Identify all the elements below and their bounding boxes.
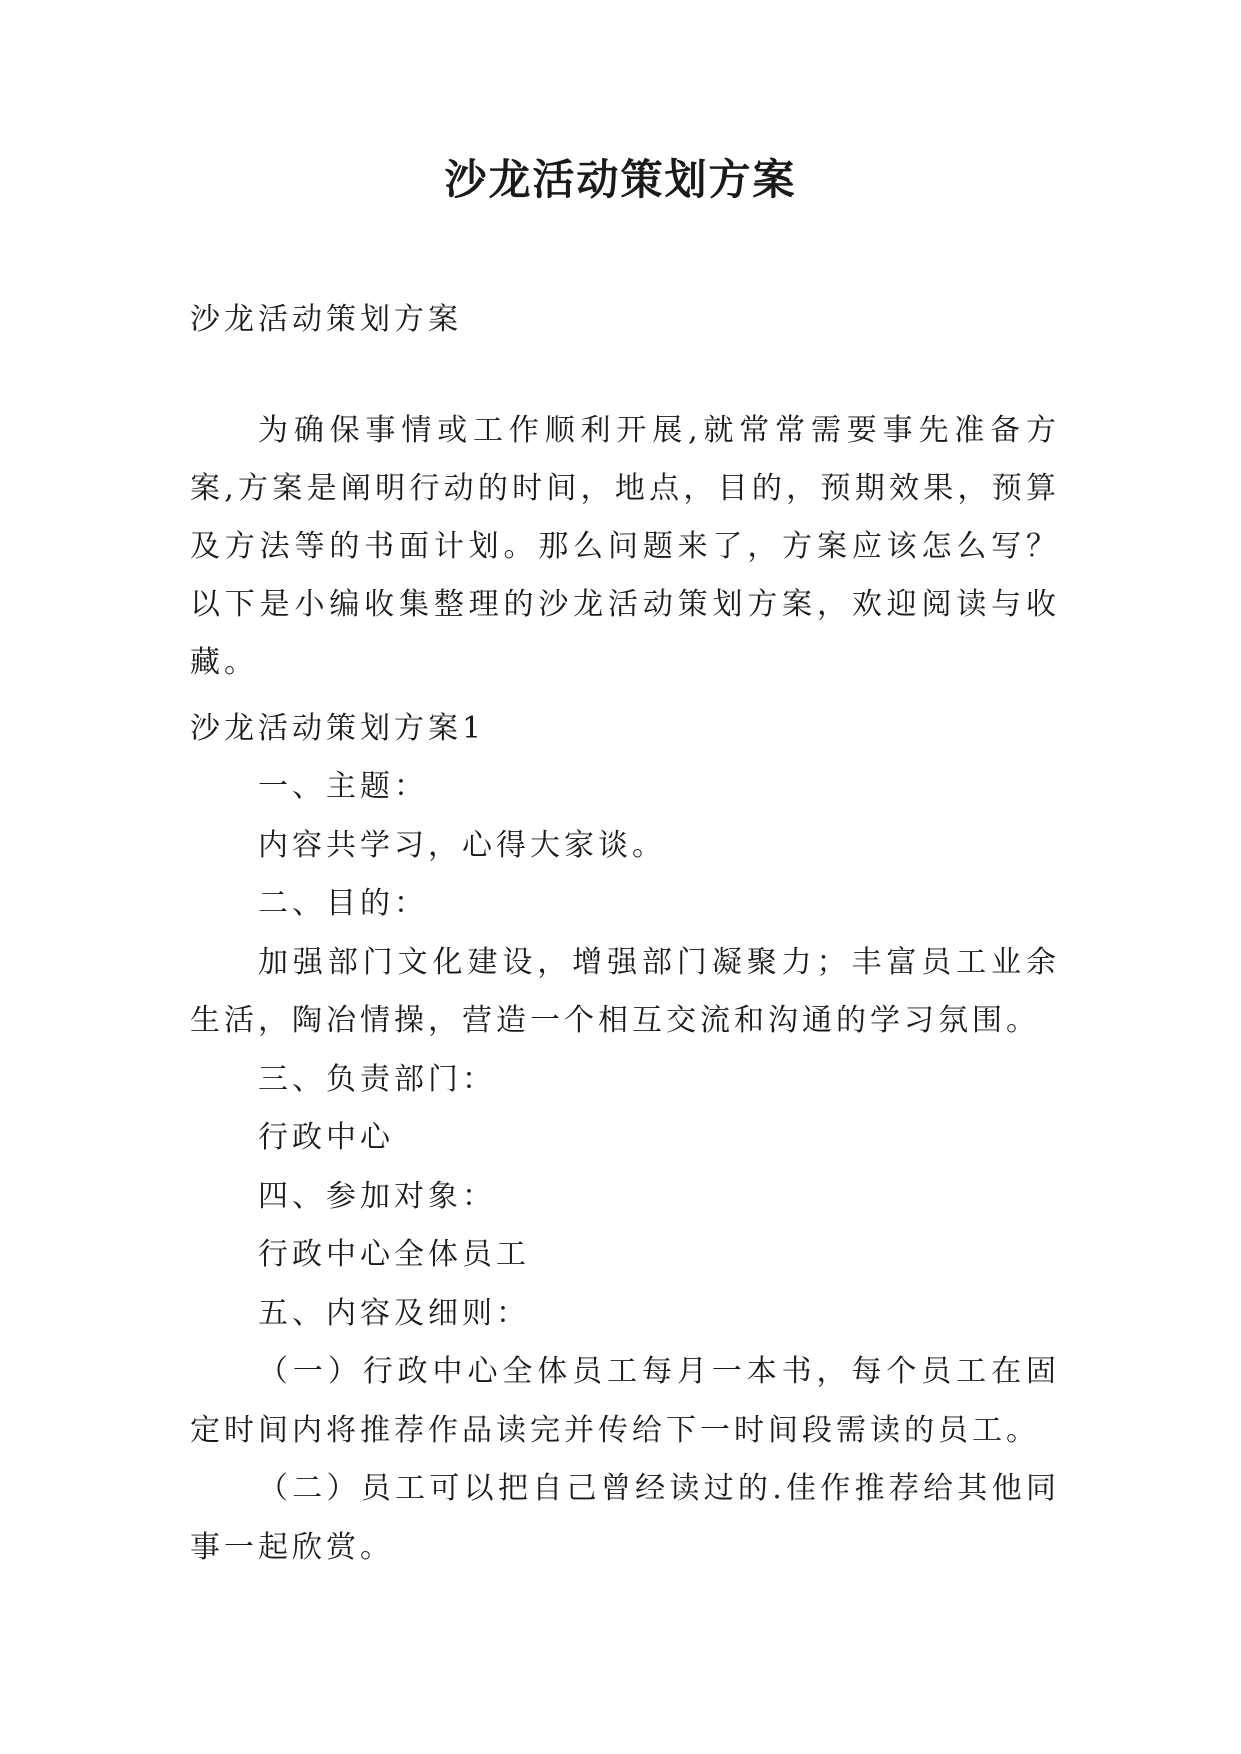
document-subtitle: 沙龙活动策划方案 [190,302,462,337]
item-text-theme: 内容共学习，心得大家谈。 [258,827,666,863]
item-text-purpose: 加强部门文化建设，增强部门凝聚力；丰富员工业余生活，陶冶情操，营造一个相互交流和沟通的学习氛围。 [190,944,1060,1038]
item-label-participants: 四、参加对象： [258,1178,496,1214]
item-label-details: 五、内容及细则： [258,1295,530,1331]
plan-section-1 [190,700,1060,1577]
item-text-participants: 行政中心全体员工 [258,1237,530,1272]
item-label-theme: 一、主题： [258,769,428,804]
item-label-department: 三、负责部门： [258,1061,496,1097]
document-title: 沙龙活动策划方案 [444,155,797,204]
item-detail-sub1: （一）行政中心全体员工每月一本书，每个员工在固定时间内将推荐作品读完并传给下一时间段需读的员工。 [190,1354,1060,1448]
item-label-purpose: 二、目的： [258,886,428,921]
intro-paragraph: 为确保事情或工作顺利开展,就常常需要事先准备方案,方案是阐明行动的时间，地点，目的，预期效果，预算及方法等的书面计划。那么问题来了，方案应该怎么写？以下是小编收集整理的沙龙活动策划方案，欢迎阅读与收藏。 [190,413,1060,680]
plan-heading: 沙龙活动策划方案1 [190,711,486,746]
item-text-department: 行政中心 [258,1120,394,1155]
item-detail-sub2: （二）员工可以把自己曾经读过的.佳作推荐给其他同事一起欣赏。 [190,1471,1060,1565]
